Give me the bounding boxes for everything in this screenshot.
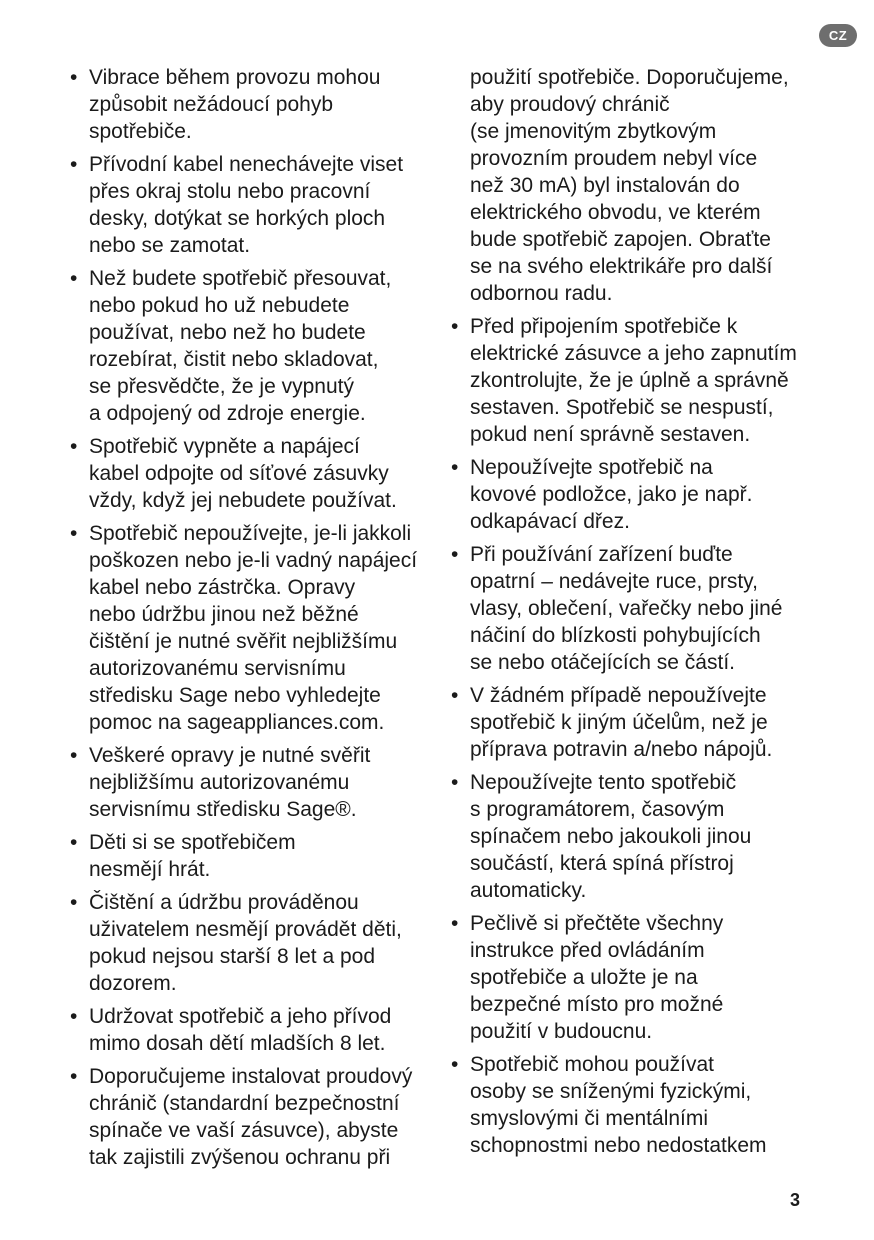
text-line: tak zajistili zvýšenou ochranu při [89, 1146, 391, 1169]
text-line: nebo údržbu jinou než běžné [89, 603, 359, 626]
list-item [70, 1003, 446, 1057]
list-item [451, 541, 827, 676]
list-item [451, 910, 827, 1045]
text-line: autorizovanému servisnímu [89, 657, 346, 680]
list-item [70, 1063, 446, 1171]
right-column [451, 64, 827, 1165]
text-line: spotřebiče a uložte je na [470, 966, 698, 989]
left-column [70, 64, 446, 1177]
text-line: • Přívodní kabel nenechávejte viset [89, 153, 404, 176]
text-line: rozebírat, čistit nebo skladovat, [89, 348, 379, 371]
text-line: • Při používání zařízení buďte [470, 543, 733, 566]
text-line: vlasy, oblečení, vařečky nebo jiné [470, 597, 783, 620]
text-line: • V žádném případě nepoužívejte [470, 684, 767, 707]
text-line: • Vibrace během provozu mohou [89, 66, 381, 89]
text-line: • Než budete spotřebič přesouvat, [89, 267, 392, 290]
text-line: opatrní – nedávejte ruce, prsty, [470, 570, 758, 593]
list-item [70, 520, 446, 736]
text-line: přes okraj stolu nebo pracovní [89, 180, 371, 203]
text-line: chránič (standardní bezpečnostní [89, 1092, 400, 1115]
text-line: pomoc na sageappliances.com. [89, 711, 385, 734]
list-item [70, 64, 446, 145]
text-line: náčiní do blízkosti pohybujících [470, 624, 761, 647]
list-item [70, 829, 446, 883]
list-item [70, 151, 446, 259]
text-line: kovové podložce, jako je např. [470, 483, 753, 506]
text-line: součástí, která spíná přístroj [470, 852, 734, 875]
text-line: použití spotřebiče. Doporučujeme, [470, 66, 789, 89]
text-line: bude spotřebič zapojen. Obraťte [470, 228, 771, 251]
continued-paragraph [451, 64, 827, 307]
text-line: desky, dotýkat se horkých ploch [89, 207, 386, 230]
text-line: se nebo otáčejících se částí. [470, 651, 735, 674]
text-line: • Spotřebič vypněte a napájecí [89, 435, 360, 458]
text-line: nebo pokud ho už nebudete [89, 294, 350, 317]
text-line: provozním proudem nebyl více [470, 147, 758, 170]
text-line: • Doporučujeme instalovat proudový [89, 1065, 413, 1088]
text-line: • Spotřebič nepoužívejte, je-li jakkoli [89, 522, 412, 545]
text-line: se přesvědčte, že je vypnutý [89, 375, 354, 398]
text-line: s programátorem, časovým [470, 798, 725, 821]
language-badge: CZ [819, 24, 857, 47]
text-line: servisnímu středisku Sage®. [89, 798, 357, 821]
text-line: • Veškeré opravy je nutné svěřit [89, 744, 371, 767]
text-line: odbornou radu. [470, 282, 613, 305]
list-item [70, 265, 446, 427]
text-line: • Udržovat spotřebič a jeho přívod [89, 1005, 392, 1028]
text-line: sestaven. Spotřebič se nespustí, [470, 396, 774, 419]
text-line: spínačem nebo jakoukoli jinou [470, 825, 752, 848]
text-line: kabel odpojte od síťové zásuvky [89, 462, 389, 485]
text-line: • Spotřebič mohou používat [470, 1053, 714, 1076]
list-item [70, 889, 446, 997]
text-line: než 30 mA) byl instalován do [470, 174, 740, 197]
list-item [451, 769, 827, 904]
text-line: odkapávací dřez. [470, 510, 630, 533]
text-line: elektrické zásuvce a jeho zapnutím [470, 342, 797, 365]
text-line: použití v budoucnu. [470, 1020, 653, 1043]
text-line: poškozen nebo je-li vadný napájecí [89, 549, 418, 572]
text-line: smyslovými či mentálními [470, 1107, 709, 1130]
list-item [451, 1051, 827, 1159]
text-line: spotřebič k jiným účelům, než je [470, 711, 768, 734]
text-line: • Děti si se spotřebičem [89, 831, 296, 854]
text-line: (se jmenovitým zbytkovým [470, 120, 717, 143]
text-line: bezpečné místo pro možné [470, 993, 724, 1016]
text-line: • Nepoužívejte spotřebič na [470, 456, 713, 479]
text-line: pokud není správně sestaven. [470, 423, 751, 446]
text-line: a odpojený od zdroje energie. [89, 402, 366, 425]
text-line: spotřebiče. [89, 120, 192, 143]
text-line: uživatelem nesmějí provádět děti, [89, 918, 402, 941]
text-line: příprava potravin a/nebo nápojů. [470, 738, 773, 761]
text-line: schopnostmi nebo nedostatkem [470, 1134, 767, 1157]
text-line: vždy, když jej nebudete používat. [89, 489, 397, 512]
text-line: spínače ve vaší zásuvce), abyste [89, 1119, 399, 1142]
list-item [451, 454, 827, 535]
list-item [70, 433, 446, 514]
text-line: způsobit nežádoucí pohyb [89, 93, 334, 116]
text-line: pokud nejsou starší 8 let a pod [89, 945, 376, 968]
text-line: dozorem. [89, 972, 177, 995]
text-line: osoby se sníženými fyzickými, [470, 1080, 752, 1103]
text-line: zkontrolujte, že je úplně a správně [470, 369, 789, 392]
text-line: nejbližšímu autorizovanému [89, 771, 350, 794]
text-line: kabel nebo zástrčka. Opravy [89, 576, 356, 599]
text-line: • Nepoužívejte tento spotřebič [470, 771, 737, 794]
page-number: 3 [790, 1190, 801, 1210]
text-line: nesmějí hrát. [89, 858, 211, 881]
text-line: elektrického obvodu, ve kterém [470, 201, 761, 224]
list-item [451, 682, 827, 763]
text-line: čištění je nutné svěřit nejbližšímu [89, 630, 398, 653]
text-line: • Čištění a údržbu prováděnou [89, 891, 359, 914]
list-item [451, 313, 827, 448]
text-line: • Pečlivě si přečtěte všechny [470, 912, 724, 935]
text-line: středisku Sage nebo vyhledejte [89, 684, 381, 707]
text-line: instrukce před ovládáním [470, 939, 705, 962]
text-line: mimo dosah dětí mladších 8 let. [89, 1032, 386, 1055]
text-line: se na svého elektrikáře pro další [470, 255, 773, 278]
list-item [70, 742, 446, 823]
text-line: nebo se zamotat. [89, 234, 251, 257]
text-line: používat, nebo než ho budete [89, 321, 366, 344]
text-line: aby proudový chránič [470, 93, 670, 116]
text-line: • Před připojením spotřebiče k [470, 315, 738, 338]
text-line: automaticky. [470, 879, 587, 902]
